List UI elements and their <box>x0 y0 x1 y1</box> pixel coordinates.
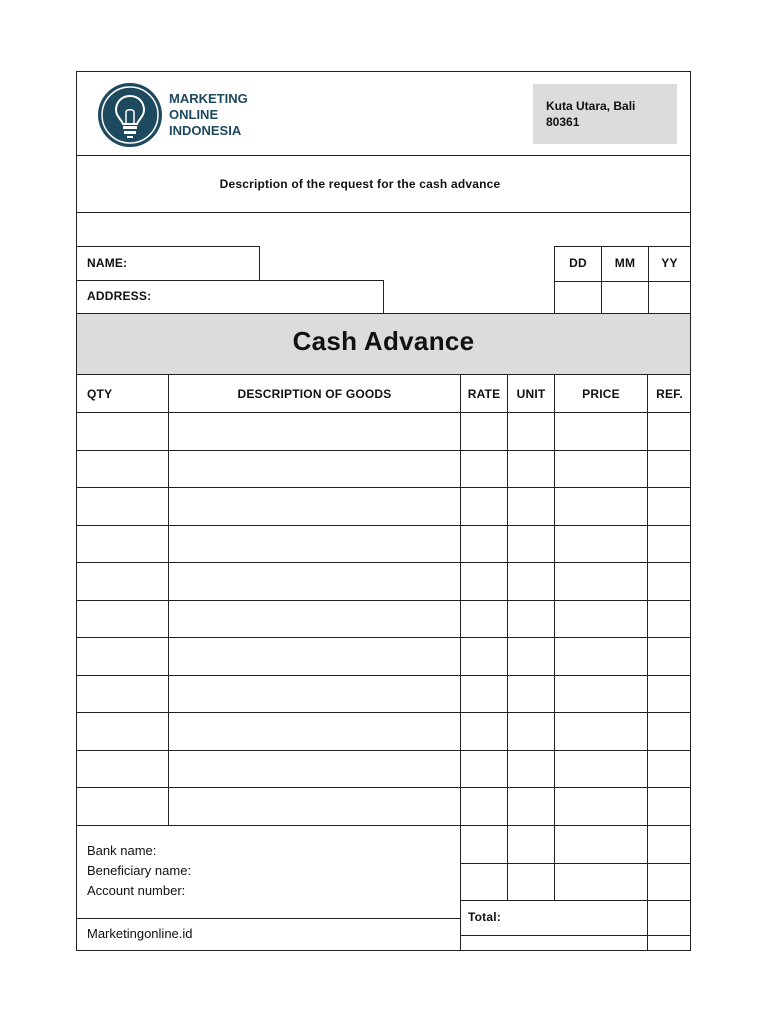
table-cell-price[interactable] <box>555 601 647 636</box>
divider-name-bottom <box>76 280 384 281</box>
col-header-unit: UNIT <box>516 387 546 401</box>
table-cell-price[interactable] <box>555 488 647 523</box>
date-yy-label: YY <box>661 256 678 270</box>
table-cell-qty[interactable] <box>77 601 168 636</box>
table-cell-qty[interactable] <box>77 788 168 823</box>
table-cell-unit[interactable] <box>508 601 554 636</box>
total-value-input[interactable] <box>649 900 690 935</box>
table-cell-qty[interactable] <box>77 526 168 561</box>
table-cell-qty[interactable] <box>77 413 168 448</box>
table-cell-rate[interactable] <box>461 751 507 786</box>
total-row-divider <box>460 935 691 936</box>
lightbulb-icon <box>97 82 163 148</box>
account-number-label: Account number: <box>87 883 186 898</box>
address-box <box>533 84 677 144</box>
table-cell-rate[interactable] <box>461 488 507 523</box>
description-heading: Description of the request for the cash advance <box>219 177 501 191</box>
table-cell-price[interactable] <box>555 563 647 598</box>
col-header-description: DESCRIPTION OF GOODS <box>237 387 392 401</box>
table-cell-unit[interactable] <box>508 563 554 598</box>
table-cell-unit[interactable] <box>508 488 554 523</box>
table-cell-unit[interactable] <box>508 713 554 748</box>
table-cell-ref[interactable] <box>648 526 690 561</box>
table-cell-unit[interactable] <box>508 638 554 673</box>
col-header-rate: RATE <box>467 387 501 401</box>
name-label: NAME: <box>87 256 128 270</box>
date-yy-input[interactable] <box>649 282 690 312</box>
table-cell-unit[interactable] <box>508 451 554 486</box>
table-cell-rate[interactable] <box>461 526 507 561</box>
bank-name-label: Bank name: <box>87 843 157 858</box>
table-cell-price[interactable] <box>555 451 647 486</box>
table-cell-description[interactable] <box>169 788 460 823</box>
description-input[interactable] <box>77 213 690 246</box>
table-cell-ref[interactable] <box>648 451 690 486</box>
table-cell-ref[interactable] <box>648 488 690 523</box>
divider-name-top <box>76 246 260 247</box>
website-text: Marketingonline.id <box>87 926 193 941</box>
footer-row-divider <box>460 863 691 864</box>
beneficiary-name-label: Beneficiary name: <box>87 863 192 878</box>
address-label: ADDRESS: <box>87 289 152 303</box>
table-cell-description[interactable] <box>169 751 460 786</box>
col-header-qty: QTY <box>87 387 113 401</box>
table-cell-rate[interactable] <box>461 638 507 673</box>
table-cell-description[interactable] <box>169 488 460 523</box>
table-cell-ref[interactable] <box>648 713 690 748</box>
table-cell-qty[interactable] <box>77 751 168 786</box>
table-cell-description[interactable] <box>169 526 460 561</box>
table-cell-rate[interactable] <box>461 676 507 711</box>
table-cell-price[interactable] <box>555 713 647 748</box>
table-cell-rate[interactable] <box>461 563 507 598</box>
table-cell-rate[interactable] <box>461 601 507 636</box>
table-cell-description[interactable] <box>169 676 460 711</box>
table-cell-qty[interactable] <box>77 713 168 748</box>
table-cell-description[interactable] <box>169 638 460 673</box>
table-cell-unit[interactable] <box>508 751 554 786</box>
divider-date-top <box>554 246 691 247</box>
table-cell-rate[interactable] <box>461 788 507 823</box>
table-cell-qty[interactable] <box>77 563 168 598</box>
table-cell-ref[interactable] <box>648 601 690 636</box>
date-dd-input[interactable] <box>555 282 601 312</box>
table-cell-price[interactable] <box>555 788 647 823</box>
address-field-border <box>383 280 384 313</box>
company-name-line2: ONLINE <box>169 107 219 122</box>
table-cell-unit[interactable] <box>508 676 554 711</box>
table-cell-description[interactable] <box>169 563 460 598</box>
table-cell-price[interactable] <box>555 676 647 711</box>
bank-info <box>87 841 191 901</box>
table-cell-ref[interactable] <box>648 413 690 448</box>
table-cell-rate[interactable] <box>461 413 507 448</box>
table-cell-price[interactable] <box>555 638 647 673</box>
table-cell-qty[interactable] <box>77 488 168 523</box>
table-cell-price[interactable] <box>555 526 647 561</box>
address-input[interactable] <box>152 282 381 311</box>
table-cell-price[interactable] <box>555 413 647 448</box>
table-cell-description[interactable] <box>169 451 460 486</box>
table-cell-rate[interactable] <box>461 451 507 486</box>
company-logo <box>97 82 163 148</box>
table-cell-unit[interactable] <box>508 788 554 823</box>
date-dd-label: DD <box>569 256 587 270</box>
table-cell-description[interactable] <box>169 713 460 748</box>
table-cell-price[interactable] <box>555 751 647 786</box>
table-cell-unit[interactable] <box>508 526 554 561</box>
table-row-divider <box>76 825 691 826</box>
date-mm-input[interactable] <box>602 282 648 312</box>
table-cell-qty[interactable] <box>77 676 168 711</box>
date-mm-label: MM <box>614 256 636 270</box>
col-header-price: PRICE <box>582 387 620 401</box>
divider-header <box>76 155 691 156</box>
table-cell-description[interactable] <box>169 413 460 448</box>
table-cell-ref[interactable] <box>648 638 690 673</box>
table-cell-rate[interactable] <box>461 713 507 748</box>
company-name-line1: MARKETING <box>169 91 248 106</box>
table-cell-ref[interactable] <box>648 676 690 711</box>
name-input[interactable] <box>132 248 257 278</box>
table-cell-ref[interactable] <box>648 751 690 786</box>
address-line1: Kuta Utara, Bali <box>546 99 636 113</box>
address-line2: 80361 <box>546 115 580 129</box>
table-cell-ref[interactable] <box>648 788 690 823</box>
col-header-ref: REF. <box>656 387 683 401</box>
name-field-border <box>259 246 260 280</box>
page-title: Cash Advance <box>292 326 475 356</box>
table-cell-qty[interactable] <box>77 451 168 486</box>
table-cell-description[interactable] <box>169 601 460 636</box>
table-cell-qty[interactable] <box>77 638 168 673</box>
table-cell-ref[interactable] <box>648 563 690 598</box>
divider-website <box>76 918 460 919</box>
table-cell-unit[interactable] <box>508 413 554 448</box>
company-name-line3: INDONESIA <box>169 123 242 138</box>
company-name <box>169 91 289 139</box>
total-label: Total: <box>468 910 501 924</box>
